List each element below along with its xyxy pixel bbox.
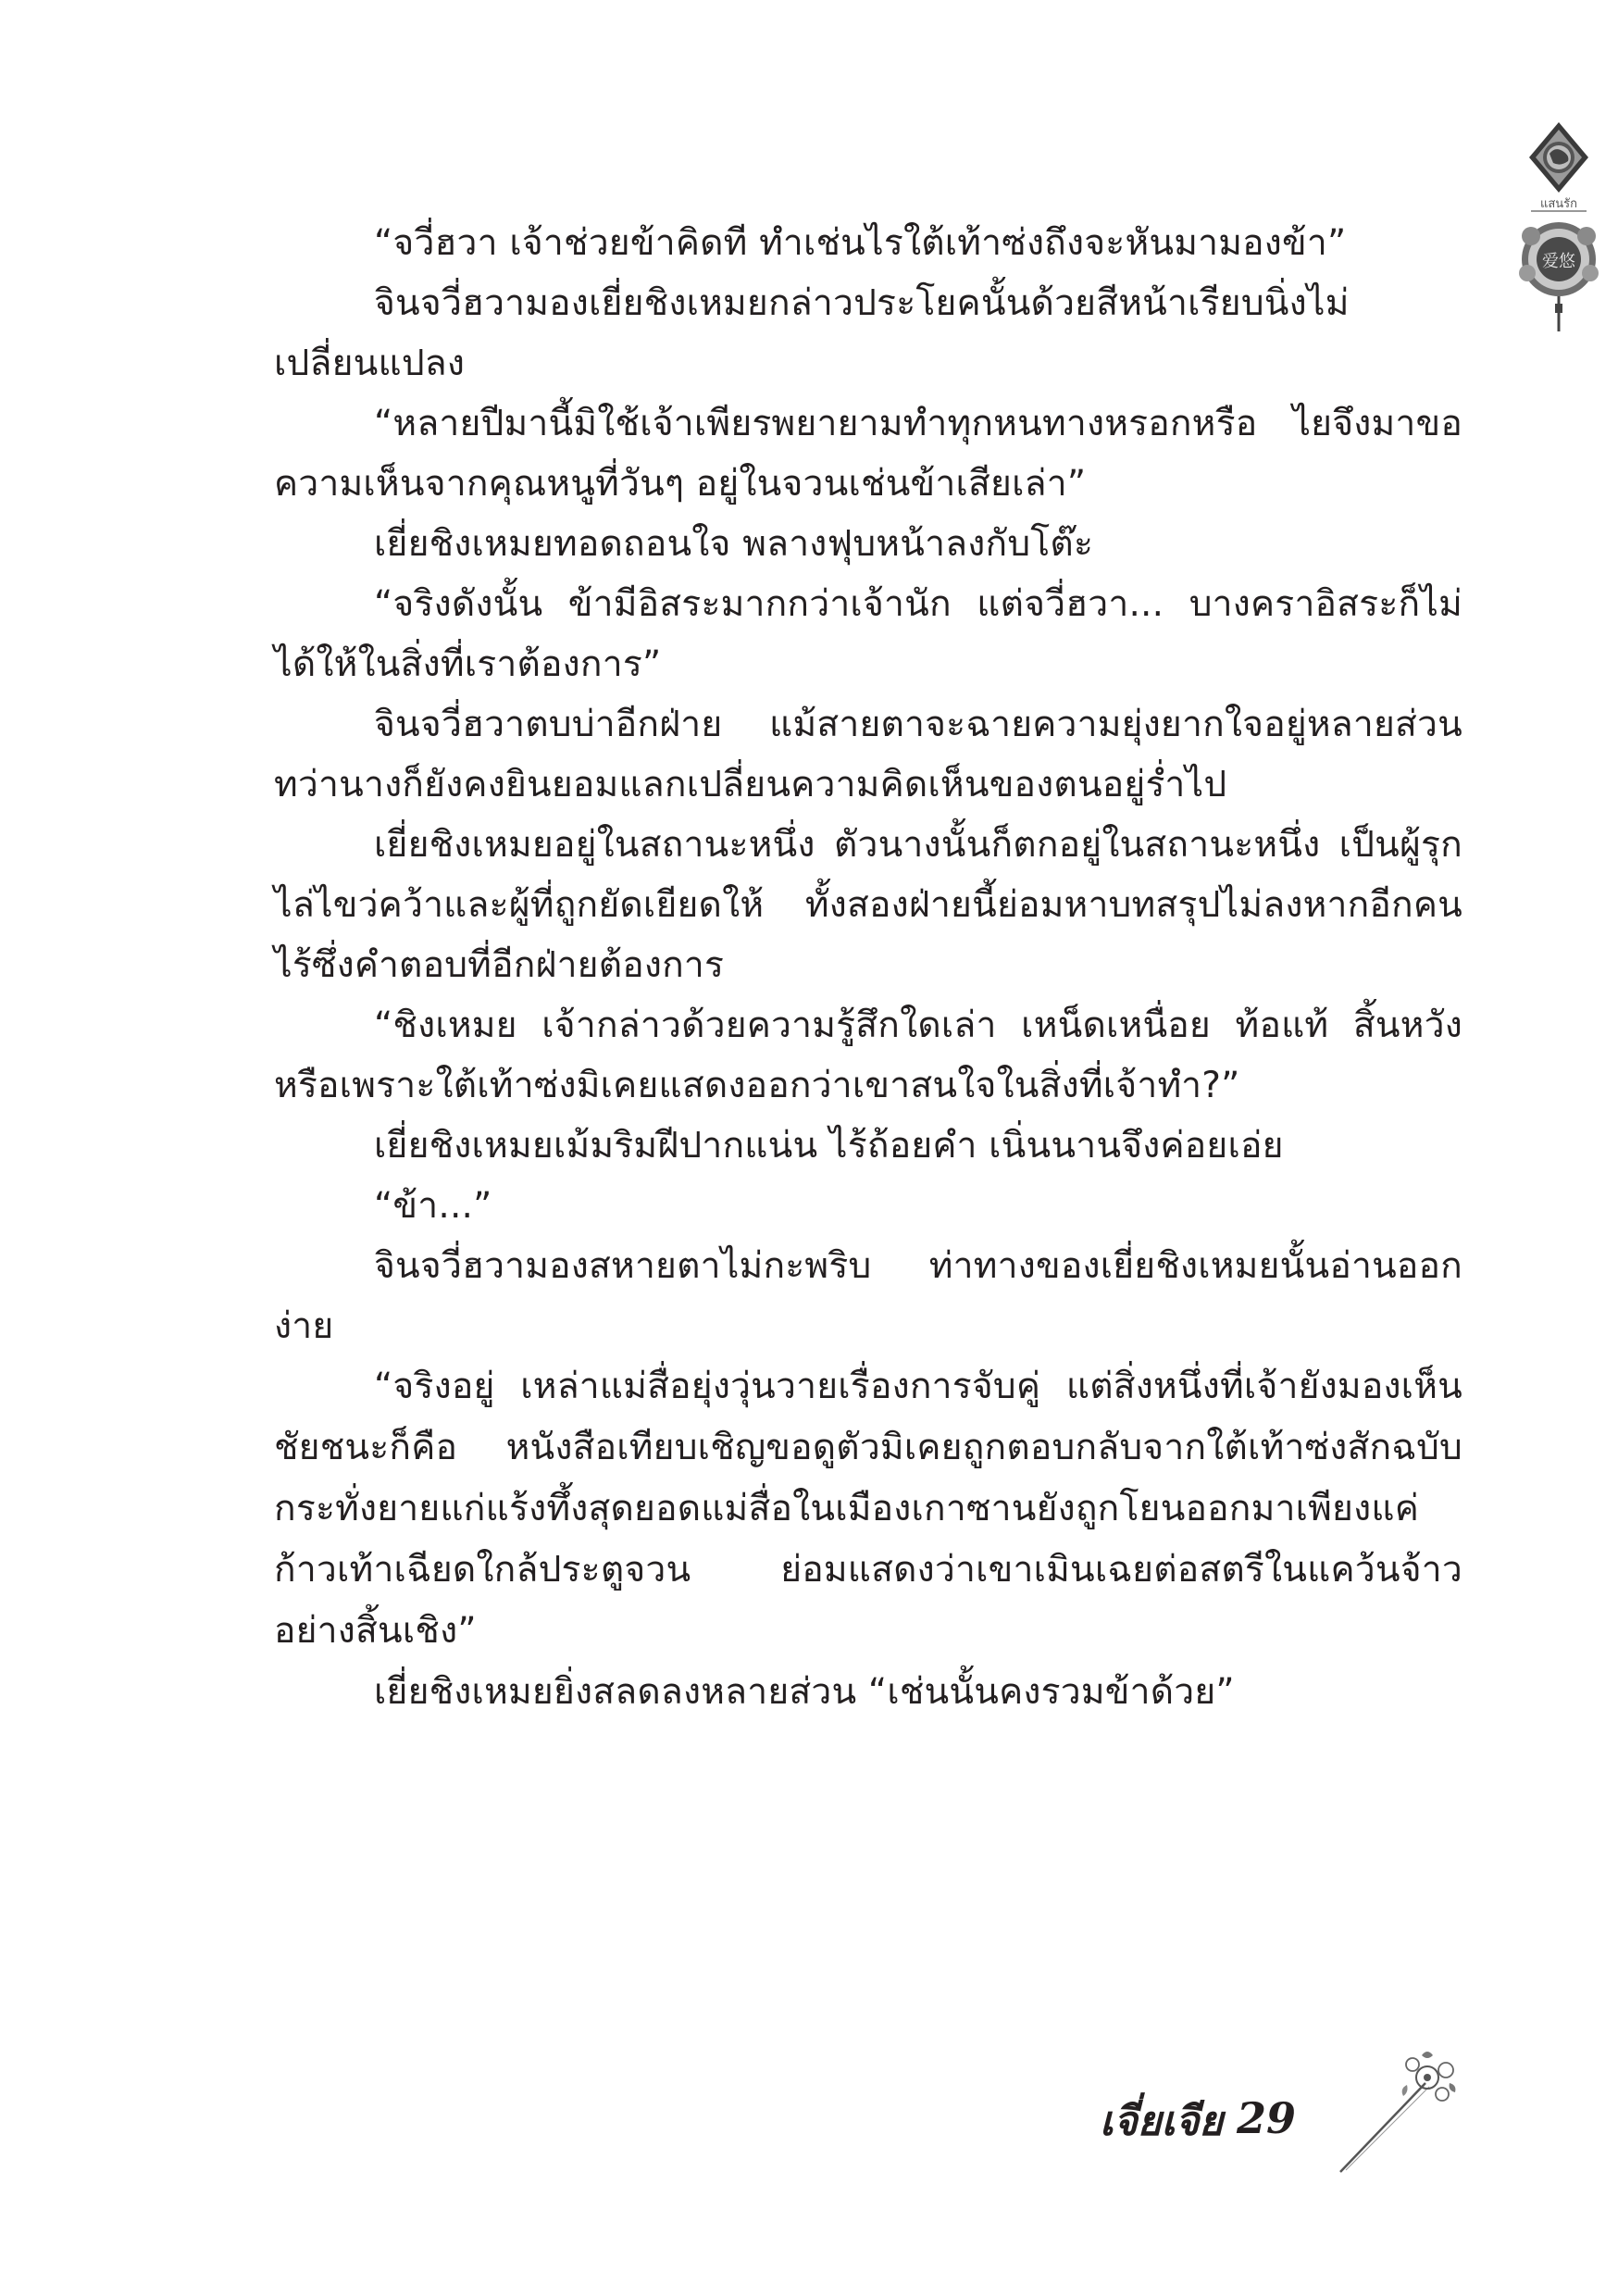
footer-book-title: เจี่ยเจีย xyxy=(1100,2098,1224,2145)
emblem-caption: แสนรัก xyxy=(1539,197,1578,211)
paragraph-11: จินจวี่ฮวามองสหายตาไม่กะพริบ ท่าทางของเยี่ยชิงเหมยนั้นอ่านออกง่าย xyxy=(274,1245,1462,1347)
flower-hairpin-icon xyxy=(1333,2046,1462,2176)
paragraph-9: เยี่ยชิงเหมยเม้มริมฝีปากแน่น ไร้ถ้อยคำ เนิ่นนานจึงค่อยเอ่ย xyxy=(374,1125,1284,1167)
paragraph-12: “จริงอยู่ เหล่าแม่สื่อยุ่งวุ่นวายเรื่องการจับคู่ แต่สิ่งหนึ่งที่เจ้ายังมองเห็นชัยชนะก็คือ หนังสือเทียบเชิญขอดูตัวมิเคยถูกตอบกลับจากใต้เท้าซ่งสักฉบับ กระทั่งยายแก่แร้งทึ้งสุดยอดแม่สื่อในเมืองเกาซานยังถูกโยนออกมาเพียงแค่ก้าวเท้าเฉียดใกล้ประตูจวน ย่อมแสดงว่าเขาเมินเฉยต่อสตรีในแคว้นจ้าวอย่างสิ้นเชิง” xyxy=(274,1366,1462,1652)
page-number: 29 xyxy=(1237,2093,1297,2143)
paragraph-7: เยี่ยชิงเหมยอยู่ในสถานะหนึ่ง ตัวนางนั้นก็ตกอยู่ในสถานะหนึ่ง เป็นผู้รุกไล่ไขว่คว้าและผู้ที่ถูกยัดเยียดให้ ทั้งสองฝ่ายนี้ย่อมหาบทสรุปไม่ลงหากอีกคนไร้ซึ่งคำตอบที่อีกฝ่ายต้องการ xyxy=(274,824,1462,986)
publisher-emblem-icon xyxy=(1514,120,1603,333)
paragraph-3: “หลายปีมานี้มิใช้เจ้าเพียรพยายามทำทุกหนทางหรอกหรือ ไยจึงมาขอความเห็นจากคุณหนูที่วันๆ อยู่ในจวนเช่นข้าเสียเล่า” xyxy=(274,403,1462,505)
emblem-seal-text: 爱悠 xyxy=(1542,252,1575,271)
paragraph-4: เยี่ยชิงเหมยทอดถอนใจ พลางฟุบหน้าลงกับโต๊ะ xyxy=(374,523,1094,565)
paragraph-6: จินจวี่ฮวาตบบ่าอีกฝ่าย แม้สายตาจะฉายความยุ่งยากใจอยู่หลายส่วน ทว่านางก็ยังคงยินยอมแลกเปลี่ยนความคิดเห็นของตนอยู่ร่ำไป xyxy=(274,704,1462,805)
page-body xyxy=(274,213,1462,1722)
paragraph-13: เยี่ยชิงเหมยยิ่งสลดลงหลายส่วน “เช่นนั้นคงรวมข้าด้วย” xyxy=(374,1671,1235,1713)
paragraph-2: จินจวี่ฮวามองเยี่ยชิงเหมยกล่าวประโยคนั้นด้วยสีหน้าเรียบนิ่งไม่เปลี่ยนแปลง xyxy=(274,282,1350,384)
paragraph-5: “จริงดังนั้น ข้ามีอิสระมากกว่าเจ้านัก แต่จวี่ฮวา... บางคราอิสระก็ไม่ได้ให้ในสิ่งที่เราต้องการ” xyxy=(274,583,1462,685)
paragraph-8: “ชิงเหมย เจ้ากล่าวด้วยความรู้สึกใดเล่า เหน็ดเหนื่อย ท้อแท้ สิ้นหวัง หรือเพราะใต้เท้าซ่งมิเคยแสดงออกว่าเขาสนใจในสิ่งที่เจ้าทำ?” xyxy=(274,1004,1462,1106)
paragraph-1: “จวี่ฮวา เจ้าช่วยข้าคิดที ทำเช่นไรใต้เท้าซ่งถึงจะหันมามองข้า” xyxy=(374,222,1347,264)
paragraph-10: “ข้า...” xyxy=(374,1185,492,1227)
